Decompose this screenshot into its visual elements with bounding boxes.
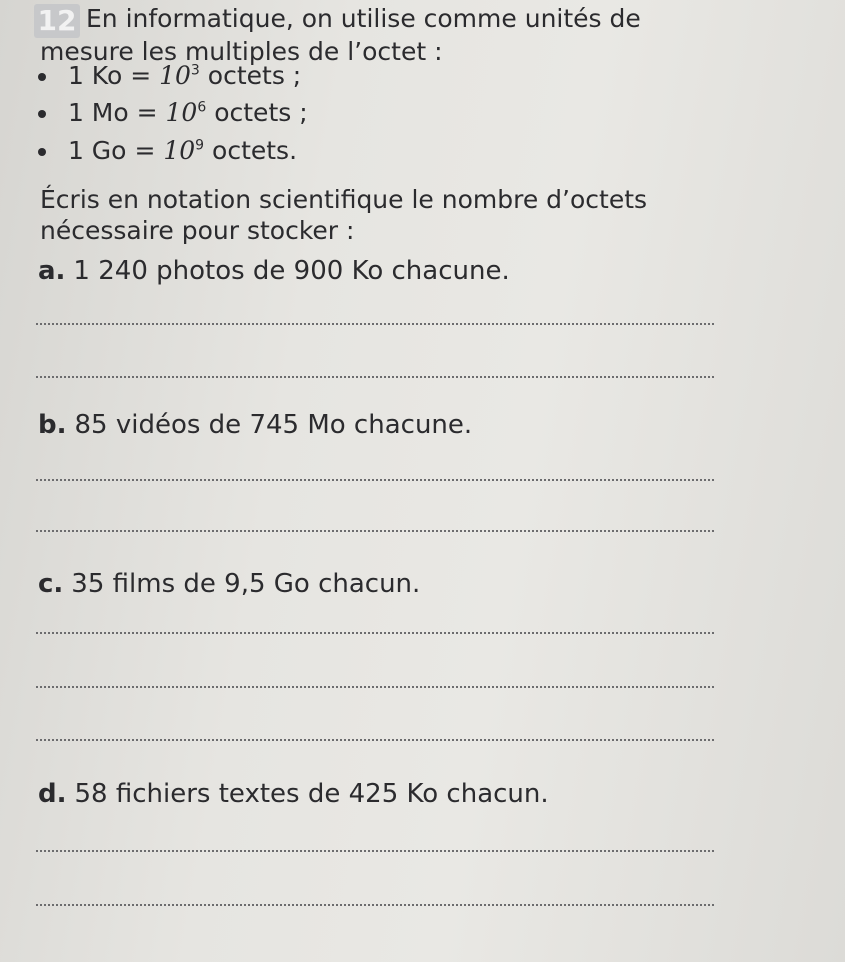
question-b [38, 408, 472, 442]
unit-go-lhs: 1 Go [67, 136, 127, 165]
question-c-text: 35 films de 9,5 Go chacun. [71, 569, 421, 599]
unit-go-equals: = [134, 136, 156, 165]
unit-ko-exp: 3 [190, 62, 200, 79]
unit-ko-equals: = [130, 61, 152, 90]
unit-go-line [38, 134, 297, 167]
unit-go-exp: 9 [195, 137, 205, 154]
question-a [38, 254, 510, 288]
bullet-dot-icon [38, 110, 46, 118]
answer-line-c1[interactable] [36, 632, 714, 634]
unit-ko-suffix: octets ; [207, 61, 302, 90]
question-c-letter: c. [38, 569, 64, 599]
exercise-number-badge: 12 [34, 4, 80, 38]
unit-mo-base: 10 [165, 98, 198, 127]
question-d [38, 777, 549, 811]
answer-line-d1[interactable] [36, 850, 714, 852]
question-c [38, 567, 420, 601]
unit-ko-line [38, 59, 301, 92]
answer-line-b1[interactable] [36, 479, 714, 481]
unit-go-suffix: octets. [212, 136, 298, 165]
unit-ko-lhs: 1 Ko [67, 61, 123, 90]
answer-line-c2[interactable] [36, 686, 714, 688]
question-d-letter: d. [38, 779, 67, 809]
intro-line-2: mesure les multiples de l’octet : [40, 37, 443, 66]
question-a-letter: a. [38, 256, 66, 286]
unit-mo-line [38, 96, 308, 129]
intro-line-1: En informatique, on utilise comme unités de [86, 4, 641, 33]
answer-line-a2[interactable] [36, 376, 714, 378]
unit-mo-suffix: octets ; [214, 98, 308, 127]
answer-line-c3[interactable] [36, 739, 714, 741]
unit-ko-base: 10 [159, 61, 191, 90]
bullet-dot-icon [38, 73, 46, 81]
unit-go-base: 10 [163, 136, 196, 165]
question-a-text: 1 240 photos de 900 Ko chacune. [73, 256, 510, 286]
question-b-text: 85 vidéos de 745 Mo chacune. [74, 410, 473, 440]
answer-line-d2[interactable] [36, 904, 714, 906]
unit-mo-equals: = [136, 98, 158, 127]
unit-mo-lhs: 1 Mo [67, 98, 129, 127]
instruction-line-1: Écris en notation scientifique le nombre d’octets [40, 185, 648, 214]
question-d-text: 58 fichiers textes de 425 Ko chacun. [74, 779, 549, 809]
bullet-dot-icon [38, 148, 46, 156]
answer-line-b2[interactable] [36, 530, 714, 532]
unit-mo-exp: 6 [197, 99, 207, 116]
answer-line-a1[interactable] [36, 323, 714, 325]
instruction-line-2: nécessaire pour stocker : [40, 216, 355, 245]
question-b-letter: b. [38, 410, 67, 440]
